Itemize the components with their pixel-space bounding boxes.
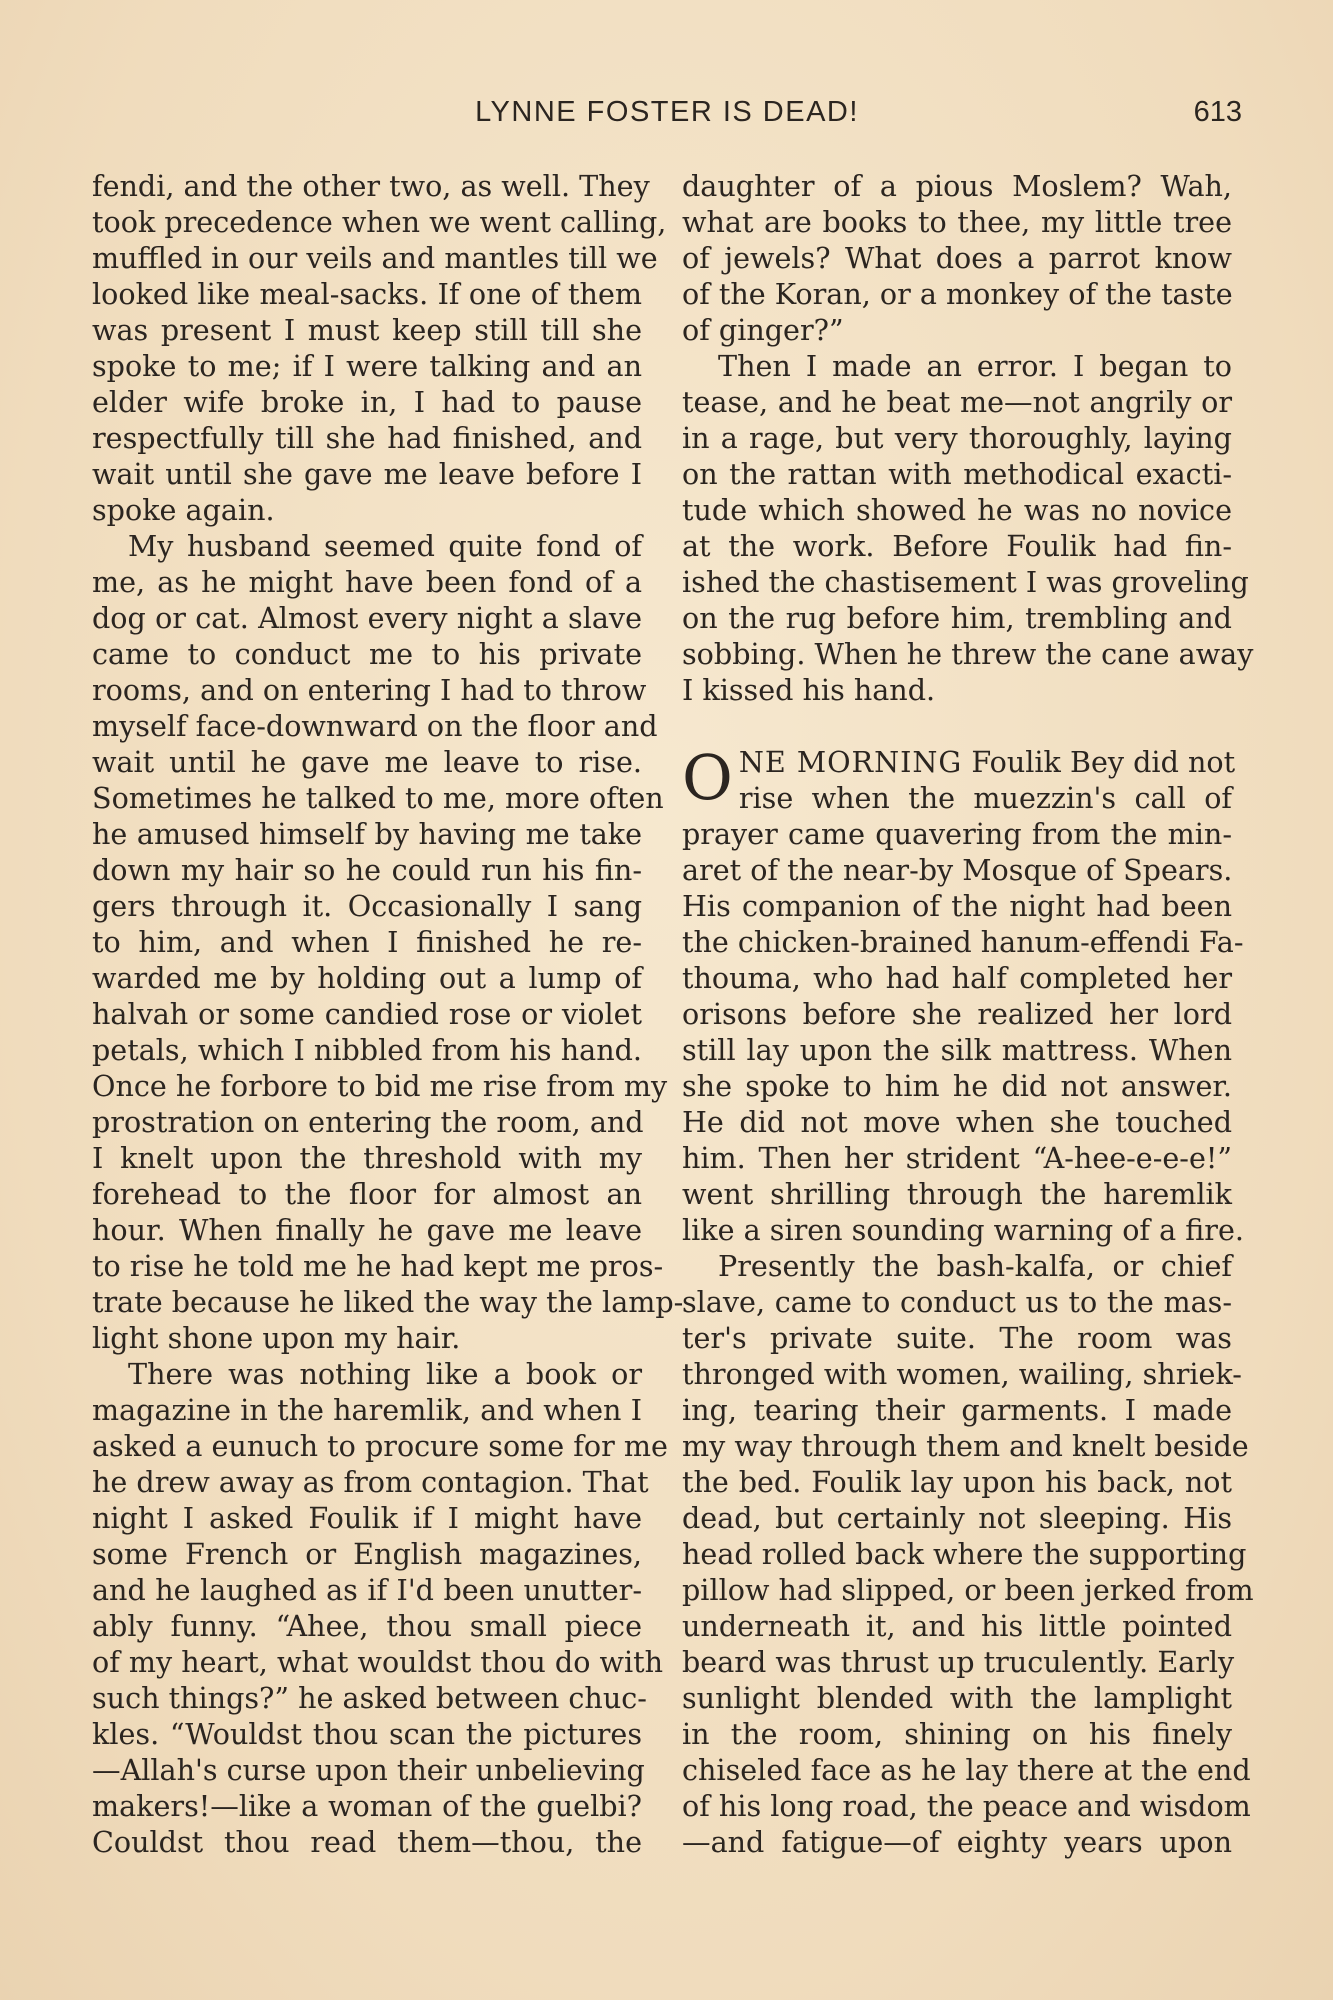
text-line: —Allah's curse upon their unbelieving — [92, 1753, 645, 1787]
text-line: wait until she gave me leave before I — [92, 457, 642, 491]
text-line: ably funny. “Ahee, thou small piece — [92, 1609, 642, 1643]
text-line: gers through it. Occasionally I sang — [92, 889, 642, 923]
text-line: he drew away as from contagion. That — [92, 1465, 649, 1499]
text-line: the bed. Foulik lay upon his back, not — [682, 1465, 1232, 1499]
text-line: beard was thrust up truculently. Early — [682, 1645, 1235, 1679]
text-line: in the room, shining on his finely — [682, 1717, 1232, 1751]
text-line: night I asked Foulik if I might have — [92, 1501, 642, 1535]
right-column-top — [682, 168, 1254, 708]
text-line: spoke to me; if I were talking and an — [92, 349, 642, 383]
text-line: underneath it, and his little pointed — [682, 1609, 1232, 1643]
text-line: prostration on entering the room, and — [92, 1105, 644, 1139]
text-line: kles. “Wouldst thou scan the pictures — [92, 1717, 642, 1751]
text-line: of jewels? What does a parrot know — [682, 241, 1232, 275]
text-line: aret of the near-by Mosque of Spears. — [682, 853, 1233, 887]
text-line: light shone upon my hair. — [92, 1321, 461, 1355]
text-line: he amused himself by having me take — [92, 817, 642, 851]
text-line: at the work. Before Foulik had fin- — [682, 529, 1232, 563]
right-column — [682, 168, 1254, 1860]
text-line: warded me by holding out a lump of — [92, 961, 642, 995]
text-line: chiseled face as he lay there at the end — [682, 1753, 1251, 1787]
text-line: wait until he gave me leave to rise. — [92, 745, 642, 779]
text-line: I knelt upon the threshold with my — [92, 1141, 642, 1175]
text-line: Once he forbore to bid me rise from my — [92, 1069, 668, 1103]
text-line: of the Koran, or a monkey of the taste — [682, 277, 1233, 311]
text-line: trate because he liked the way the lamp- — [92, 1285, 684, 1319]
text-line: such things?” he asked between chuc- — [92, 1681, 647, 1715]
text-line: tude which showed he was no novice — [682, 493, 1232, 527]
section-first-line: NE MORNING Foulik Bey did not — [738, 745, 1236, 779]
text-line: of my heart, what wouldst thou do with — [92, 1645, 664, 1679]
text-line: ter's private suite. The room was — [682, 1321, 1232, 1355]
text-line: Then I made an error. I began to — [718, 349, 1232, 383]
text-line: Presently the bash-kalfa, or chief — [718, 1249, 1232, 1283]
text-line: daughter of a pious Moslem? Wah, — [682, 169, 1232, 203]
text-line: His companion of the night had been — [682, 889, 1232, 923]
text-line: sobbing. When he threw the cane away — [682, 637, 1254, 671]
text-line: of his long road, the peace and wisdom — [682, 1789, 1251, 1823]
left-column — [92, 168, 684, 1860]
text-line: My husband seemed quite fond of — [128, 529, 642, 563]
section-break — [682, 708, 1232, 744]
running-title: LYNNE FOSTER IS DEAD! — [475, 96, 859, 128]
text-line: respectfully till she had finished, and — [92, 421, 642, 455]
text-line: some French or English magazines, — [92, 1537, 642, 1571]
text-line: He did not move when she touched — [682, 1105, 1232, 1139]
text-line: dog or cat. Almost every night a slave — [92, 601, 642, 635]
text-line: orisons before she realized her lord — [682, 997, 1232, 1031]
text-line: still lay upon the silk mattress. When — [682, 1033, 1232, 1067]
text-line: elder wife broke in, I had to pause — [92, 385, 642, 419]
text-line: halvah or some candied rose or violet — [92, 997, 642, 1031]
text-line: on the rug before him, trembling and — [682, 601, 1232, 635]
text-line: to rise he told me he had kept me pros- — [92, 1249, 664, 1283]
text-line: rooms, and on entering I had to throw — [92, 673, 647, 707]
text-line: head rolled back where the supporting — [682, 1537, 1247, 1571]
text-line: of ginger?” — [682, 313, 844, 347]
right-column-bottom — [682, 816, 1254, 1860]
text-line: thouma, who had half completed her — [682, 961, 1232, 995]
text-line: and he laughed as if I'd been unutter- — [92, 1573, 642, 1607]
text-line: pillow had slipped, or been jerked from — [682, 1573, 1254, 1607]
text-line: Sometimes he talked to me, more often — [92, 781, 664, 815]
page-number: 613 — [1193, 96, 1242, 128]
text-line: to him, and when I finished he re- — [92, 925, 642, 959]
text-line: —and fatigue—of eighty years upon — [682, 1825, 1232, 1859]
section-opening — [682, 741, 1236, 816]
page-header — [92, 96, 1242, 146]
text-line: Couldst thou read them—thou, the — [92, 1825, 642, 1859]
text-line: looked like meal-sacks. If one of them — [92, 277, 642, 311]
text-line: asked a eunuch to procure some for me — [92, 1429, 668, 1463]
text-line: dead, but certainly not sleeping. His — [682, 1501, 1232, 1535]
text-line: me, as he might have been fond of a — [92, 565, 642, 599]
text-line: hour. When finally he gave me leave — [92, 1213, 642, 1247]
text-line: fendi, and the other two, as well. They — [92, 169, 650, 203]
section-second-line: rise when the muezzin's call of — [738, 781, 1232, 815]
text-line: ished the chastisement I was groveling — [682, 565, 1249, 599]
text-line: There was nothing like a book or — [128, 1357, 642, 1391]
text-line: what are books to thee, my little tree — [682, 205, 1232, 239]
text-line: petals, which I nibbled from his hand. — [92, 1033, 642, 1067]
text-line: him. Then her strident “A-hee-e-e-e!” — [682, 1141, 1232, 1175]
text-line: the chicken-brained hanum-effendi Fa- — [682, 925, 1244, 959]
text-line: thronged with women, wailing, shriek- — [682, 1357, 1242, 1391]
text-line: magazine in the haremlik, and when I — [92, 1393, 642, 1427]
text-line: forehead to the floor for almost an — [92, 1177, 642, 1211]
text-line: sunlight blended with the lamplight — [682, 1681, 1232, 1715]
text-line: like a siren sounding warning of a fire. — [682, 1213, 1244, 1247]
text-line: my way through them and knelt beside — [682, 1429, 1249, 1463]
drop-cap: O — [682, 741, 733, 814]
text-line: ing, tearing their garments. I made — [682, 1393, 1232, 1427]
text-line: I kissed his hand. — [682, 673, 936, 707]
text-line: took precedence when we went calling, — [92, 205, 667, 239]
text-line: tease, and he beat me—not angrily or — [682, 385, 1232, 419]
text-line: she spoke to him he did not answer. — [682, 1069, 1232, 1103]
text-line: in a rage, but very thoroughly, laying — [682, 421, 1232, 455]
text-line: prayer came quavering from the min- — [682, 817, 1232, 851]
text-line: was present I must keep still till she — [92, 313, 642, 347]
text-line: on the rattan with methodical exacti- — [682, 457, 1232, 491]
text-line: down my hair so he could run his fin- — [92, 853, 642, 887]
text-line: myself face-downward on the floor and — [92, 709, 658, 743]
text-line: slave, came to conduct us to the mas- — [682, 1285, 1232, 1319]
text-line: makers!—like a woman of the guelbi? — [92, 1789, 642, 1823]
text-line: muffled in our veils and mantles till we — [92, 241, 658, 275]
text-line: went shrilling through the haremlik — [682, 1177, 1232, 1211]
text-line: came to conduct me to his private — [92, 637, 642, 671]
text-line: spoke again. — [92, 493, 275, 527]
